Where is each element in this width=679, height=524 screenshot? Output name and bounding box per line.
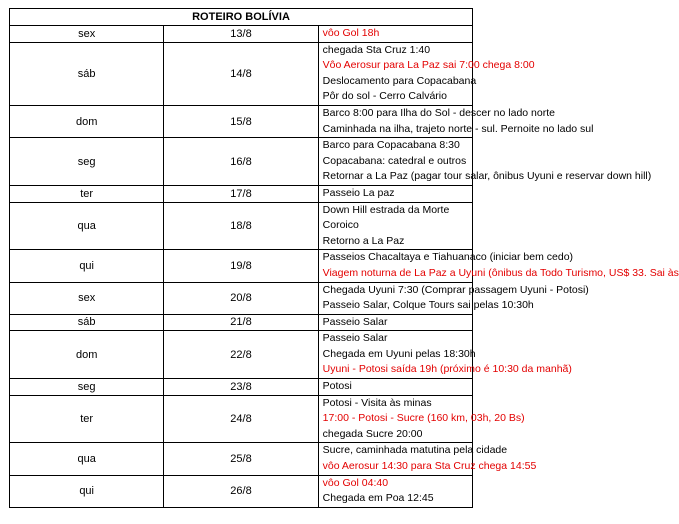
activities-cell[interactable]: [318, 185, 472, 202]
weekday-cell[interactable]: sex: [10, 282, 164, 314]
activities-cell[interactable]: [318, 314, 472, 331]
date-cell[interactable]: 16/8: [164, 138, 318, 186]
activity-line-highlighted: vôo Aerosur 14:30 para Sta Cruz chega 14:55: [322, 460, 537, 473]
activities-cell[interactable]: [318, 105, 594, 137]
activity-line-highlighted: 17:00 - Potosi - Sucre (160 km, 03h, 20 Bs): [322, 412, 525, 425]
activities-cell[interactable]: [318, 475, 472, 507]
date-cell[interactable]: 21/8: [164, 314, 318, 331]
activity-line: Passeio Salar: [322, 332, 388, 345]
activity-line: Passeio La paz: [322, 186, 395, 199]
activity-line: Potosi: [322, 380, 352, 393]
itinerary-row: [10, 395, 473, 443]
itinerary-table: [9, 8, 679, 508]
activity-line: Passeio Salar, Colque Tours sai pelas 10:30h: [322, 299, 534, 312]
activity-line: Caminhada na ilha, trajeto norte - sul. Pernoite no lado sul: [322, 122, 594, 135]
weekday-cell[interactable]: dom: [10, 331, 164, 379]
weekday-cell[interactable]: qui: [10, 475, 164, 507]
activities-cell[interactable]: [318, 443, 537, 475]
weekday-cell[interactable]: qui: [10, 250, 164, 282]
weekday-cell[interactable]: sáb: [10, 42, 164, 105]
date-cell[interactable]: 17/8: [164, 185, 318, 202]
activity-line: Chegada em Poa 12:45: [322, 492, 434, 505]
activity-line: chegada Sucre 20:00: [322, 427, 423, 440]
activities-cell[interactable]: [318, 250, 679, 282]
activity-line: Down Hill estrada da Morte: [322, 203, 450, 216]
activity-line-highlighted: vôo Gol 18h: [322, 27, 380, 39]
weekday-cell[interactable]: sex: [10, 26, 164, 43]
itinerary-row: [10, 250, 473, 282]
date-cell[interactable]: 18/8: [164, 202, 318, 250]
date-cell[interactable]: 20/8: [164, 282, 318, 314]
activity-line: Retorno a La Paz: [322, 234, 405, 247]
activity-line: Chegada Uyuni 7:30 (Comprar passagem Uyuni - Potosi): [322, 283, 589, 296]
activity-line-highlighted: vôo Gol 04:40: [322, 476, 389, 489]
weekday-cell[interactable]: sáb: [10, 314, 164, 331]
date-cell[interactable]: 24/8: [164, 395, 318, 443]
weekday-cell[interactable]: ter: [10, 185, 164, 202]
weekday-cell[interactable]: qua: [10, 443, 164, 475]
activity-line: Copacabana: catedral e outros: [322, 154, 467, 167]
date-cell[interactable]: 19/8: [164, 250, 318, 282]
itinerary-row: [10, 42, 473, 105]
itinerary-row: [10, 443, 473, 475]
date-cell[interactable]: 22/8: [164, 331, 318, 379]
activity-line: Pôr do sol - Cerro Calvário: [322, 90, 447, 103]
activity-line-highlighted: Viagem noturna de La Paz a Uyuni (ônibus da Todo Turismo, US$ 33. Sai às: [322, 266, 679, 279]
title-row: [10, 9, 473, 26]
date-cell[interactable]: 13/8: [164, 26, 318, 43]
itinerary-row: [10, 379, 473, 396]
activities-cell[interactable]: [318, 379, 472, 396]
itinerary-row: [10, 282, 473, 314]
activity-line-highlighted: Vôo Aerosur para La Paz sai 7:00 chega 8:00: [322, 59, 535, 72]
activities-cell[interactable]: [318, 202, 472, 250]
activity-line: Potosi - Visita às minas: [322, 396, 432, 409]
table-title[interactable]: ROTEIRO BOLÍVIA: [10, 9, 473, 26]
activity-line: Barco 8:00 para Ilha do Sol - descer no lado norte: [322, 106, 555, 119]
date-cell[interactable]: 23/8: [164, 379, 318, 396]
itinerary-row: [10, 314, 473, 331]
activities-cell[interactable]: [318, 138, 652, 186]
itinerary-row: [10, 475, 473, 507]
weekday-cell[interactable]: seg: [10, 379, 164, 396]
date-cell[interactable]: 26/8: [164, 475, 318, 507]
activity-line: Barco para Copacabana 8:30: [322, 139, 460, 152]
itinerary-row: [10, 138, 473, 186]
weekday-cell[interactable]: dom: [10, 105, 164, 137]
date-cell[interactable]: 14/8: [164, 42, 318, 105]
activities-cell[interactable]: [318, 395, 525, 443]
activities-cell[interactable]: [318, 282, 589, 314]
itinerary-row: [10, 26, 473, 43]
activity-line: Passeio Salar: [322, 315, 388, 328]
weekday-cell[interactable]: qua: [10, 202, 164, 250]
activity-line: Retornar a La Paz (pagar tour salar, ônibus Uyuni e reservar down hill): [322, 170, 652, 183]
date-cell[interactable]: 25/8: [164, 443, 318, 475]
itinerary-row: [10, 105, 473, 137]
itinerary-row: [10, 185, 473, 202]
activity-line: Sucre, caminhada matutina pela cidade: [322, 444, 508, 457]
itinerary-row: [10, 331, 473, 379]
activity-line-highlighted: Uyuni - Potosi saída 19h (próximo é 10:30 da manhã): [322, 363, 572, 376]
activity-line: Chegada em Uyuni pelas 18:30h: [322, 347, 476, 360]
itinerary-body: [10, 9, 679, 508]
activities-cell[interactable]: [318, 26, 472, 43]
date-cell[interactable]: 15/8: [164, 105, 318, 137]
activities-cell[interactable]: [318, 331, 572, 379]
activity-line: chegada Sta Cruz 1:40: [322, 43, 431, 56]
activity-line: Deslocamento para Copacabana: [322, 74, 477, 87]
activity-line: Coroico: [322, 219, 359, 232]
activities-cell[interactable]: [318, 42, 535, 105]
itinerary-row: [10, 202, 473, 250]
activity-line: Passeios Chacaltaya e Tiahuanaco (iniciar bem cedo): [322, 251, 574, 264]
weekday-cell[interactable]: seg: [10, 138, 164, 186]
weekday-cell[interactable]: ter: [10, 395, 164, 443]
